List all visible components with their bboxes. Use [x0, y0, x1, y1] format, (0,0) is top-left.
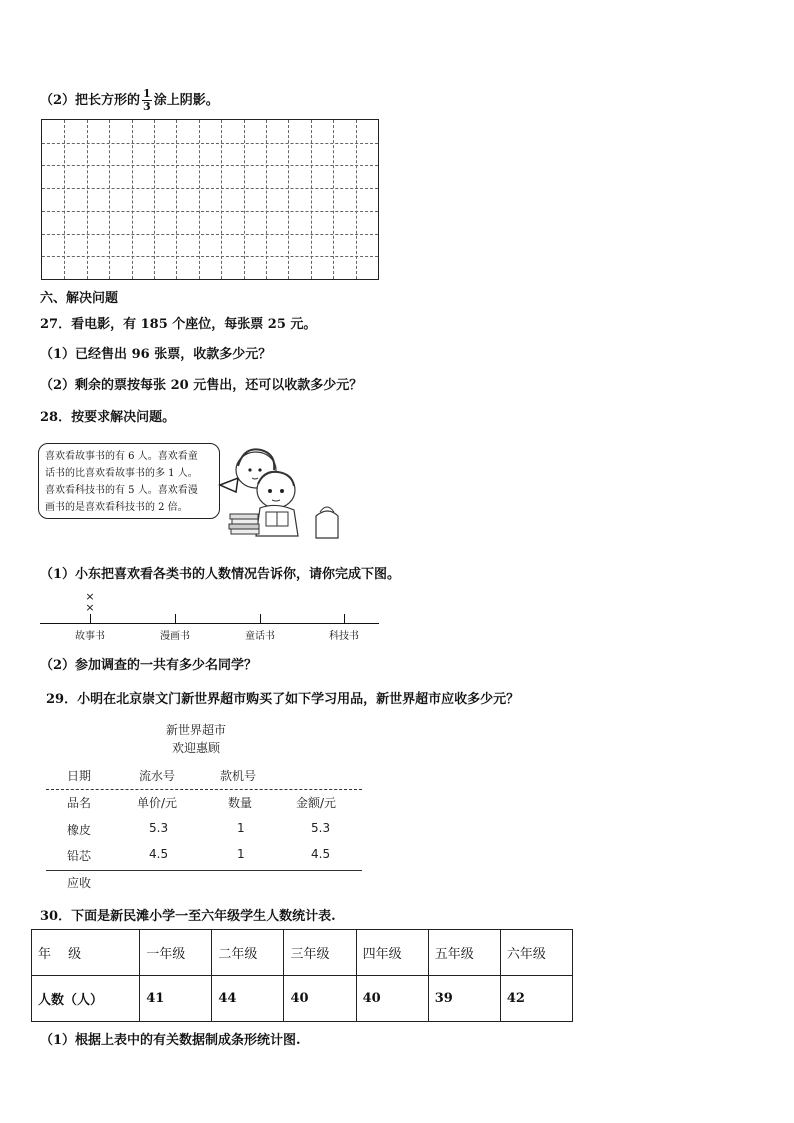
category-label: 科技书: [329, 631, 359, 642]
q26-part2: [40, 88, 219, 113]
table-row: [32, 930, 573, 976]
q26-part2-pre: （2）把长方形的: [40, 93, 141, 108]
category-label: 童话书: [245, 631, 275, 642]
fraction-one-third: [142, 88, 152, 113]
q27-part1: （1）已经售出 96 张票，收款多少元？: [40, 347, 272, 362]
speech-bubble: [38, 443, 220, 519]
tally-mark: ×: [85, 590, 95, 603]
grid-column-line: [288, 120, 289, 279]
bubble-line: 喜欢看故事书的有 6 人。喜欢看童: [45, 451, 198, 462]
table-cell: 42: [500, 976, 572, 1022]
section-title: 六、解决问题: [40, 291, 119, 306]
table-cell: 三年级: [284, 930, 356, 976]
receipt-cell: 4.5: [149, 847, 169, 861]
q28-part1: （1）小东把喜欢看各类书的人数情况告诉你，请你完成下图。: [40, 567, 401, 582]
table-cell: 六年级: [500, 930, 572, 976]
receipt-header-price: 单价/元: [137, 796, 178, 810]
q28-part2: （2）参加调查的一共有多少名同学？: [40, 658, 258, 673]
receipt-cell: 1: [237, 821, 245, 835]
axis-tick: [260, 614, 261, 623]
axis-tick: [175, 614, 176, 623]
grid-column-line: [333, 120, 334, 279]
table-cell: 五年级: [428, 930, 500, 976]
table-row: [32, 976, 573, 1022]
fraction-denominator: 3: [143, 100, 151, 113]
bubble-line: 画书的是喜欢看科技书的 2 倍。: [45, 502, 188, 513]
receipt-cell: 1: [237, 847, 245, 861]
grid-column-line: [64, 120, 65, 279]
grid-row-line: [42, 143, 378, 144]
tally-axis: [40, 623, 379, 624]
grid-column-line: [244, 120, 245, 279]
table-cell: 44: [212, 976, 284, 1022]
tally-mark: ×: [85, 601, 95, 614]
q28-stem: 28．按要求解决问题。: [40, 410, 176, 425]
category-label: 漫画书: [160, 631, 190, 642]
table-cell: 40: [284, 976, 356, 1022]
grid-row-line: [42, 234, 378, 235]
receipt-header-amount: 金额/元: [296, 796, 337, 810]
table-cell: 40: [356, 976, 428, 1022]
student-count-table: [31, 929, 573, 1022]
receipt-divider: [46, 789, 362, 790]
q27-stem: 27．看电影，有 185 个座位，每张票 25 元。: [40, 317, 317, 332]
receipt-serial-label: 流水号: [139, 769, 176, 783]
grid-row-line: [42, 211, 378, 212]
q27-part2: （2）剩余的票按每张 20 元售出，还可以收款多少元？: [40, 378, 363, 393]
receipt-header-name: 品名: [67, 796, 92, 810]
receipt-register-label: 款机号: [220, 769, 257, 783]
table-cell: 年 级: [32, 930, 140, 976]
receipt-cell: 铅芯: [67, 849, 92, 863]
grid-column-line: [356, 120, 357, 279]
table-cell: 39: [428, 976, 500, 1022]
table-cell: 41: [140, 976, 212, 1022]
table-cell: 四年级: [356, 930, 428, 976]
grid-column-line: [311, 120, 312, 279]
grid-column-line: [176, 120, 177, 279]
axis-tick: [90, 614, 91, 623]
receipt-cell: 5.3: [311, 821, 331, 835]
axis-tick: [344, 614, 345, 623]
receipt-cell: 橡皮: [67, 823, 92, 837]
q26-part2-post: 涂上阴影。: [153, 93, 219, 108]
grid-row-line: [42, 165, 378, 166]
receipt-cell: 4.5: [311, 847, 331, 861]
receipt-date-label: 日期: [67, 769, 92, 783]
grid-column-line: [199, 120, 200, 279]
table-cell: 人数（人）: [32, 976, 140, 1022]
grid-column-line: [132, 120, 133, 279]
q29-stem: 29．小明在北京崇文门新世界超市购买了如下学习用品，新世界超市应收多少元？: [46, 692, 520, 707]
grid-column-line: [87, 120, 88, 279]
rectangle-grid[interactable]: [41, 119, 379, 280]
q30-stem: 30．下面是新民滩小学一至六年级学生人数统计表.: [40, 909, 336, 924]
receipt-welcome: 欢迎惠顾: [172, 741, 221, 755]
grid-row-line: [42, 188, 378, 189]
bubble-line: 话书的比喜欢看故事书的多 1 人。: [45, 468, 198, 479]
receipt-store-name: 新世界超市: [166, 723, 227, 737]
table-cell: 一年级: [140, 930, 212, 976]
grid-row-line: [42, 256, 378, 257]
category-label: 故事书: [75, 631, 105, 642]
receipt-cell: 5.3: [149, 821, 169, 835]
grid-column-line: [109, 120, 110, 279]
fraction-numerator: 1: [143, 87, 151, 100]
bubble-line: 喜欢看科技书的有 5 人。喜欢看漫: [45, 485, 198, 496]
receipt-total-rule: [46, 870, 362, 871]
grid-column-line: [221, 120, 222, 279]
receipt-total-label: 应收: [67, 876, 92, 890]
grid-column-line: [266, 120, 267, 279]
grid-column-line: [154, 120, 155, 279]
table-cell: 二年级: [212, 930, 284, 976]
q30-part1: （1）根据上表中的有关数据制成条形统计图.: [40, 1033, 301, 1048]
receipt-header-qty: 数量: [228, 796, 253, 810]
children-reading-illustration: [216, 440, 346, 545]
